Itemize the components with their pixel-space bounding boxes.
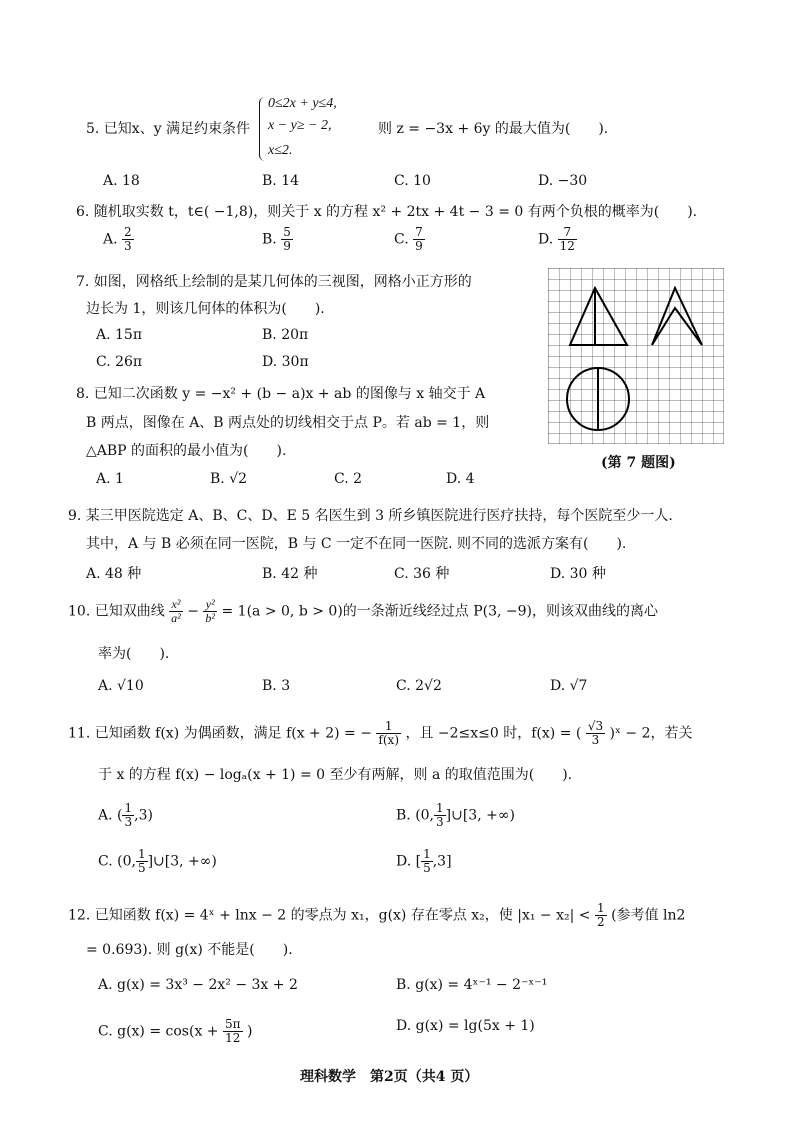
q12-option-a: A. g(x) = 3x³ − 2x² − 3x + 2 xyxy=(98,977,298,993)
q7-option-a: A. 15π xyxy=(96,327,143,343)
q11-line-1: 11. 已知函数 f(x) 为偶函数，满足 f(x + 2) = − $\frac{1}{f(x)}$ ，且 −2≤x≤0 时，f(x) = ( $\frac{√3}{3}$ )ˣ − 2，若关 xyxy=(68,719,693,747)
q11-line-2: 于 x 的方程 f(x) − logₐ(x + 1) = 0 至少有两解，则 a 的取值范围为( ). xyxy=(98,767,573,783)
q6-option-c: C. $\frac{7}{9}$ xyxy=(394,225,423,253)
q7-option-b: B. 20π xyxy=(262,327,309,343)
q10-option-b: B. 3 xyxy=(262,678,291,694)
q9-option-b: B. 42 种 xyxy=(262,566,318,582)
figure-caption: (第 7 题图) xyxy=(601,455,676,471)
q7-option-d: D. 30π xyxy=(262,354,309,370)
q6-option-b: B. $\frac{5}{9}$ xyxy=(262,225,291,253)
q5-option-c: C. 10 xyxy=(394,173,431,189)
q11-option-b: B. (0, $\frac{1}{3}$ ]∪[3, +∞) xyxy=(396,801,515,829)
q5-option-d: D. −30 xyxy=(538,173,588,189)
q6-option-a: A. $\frac{2}{3}$ xyxy=(103,225,132,253)
q5-option-a: A. 18 xyxy=(103,173,140,189)
q5-constraint-1: 0≤2x + y≤4, xyxy=(268,96,337,111)
q6-text: 6. 随机取实数 t，t∈( −1,8)，则关于 x 的方程 x² + 2tx + 4t − 3 = 0 有两个负根的概率为( ). xyxy=(76,204,698,220)
q11-option-a: A. ( $\frac{1}{3}$ ,3) xyxy=(98,801,153,829)
q8-line-3: △ABP 的面积的最小值为( ). xyxy=(86,443,287,459)
q8-option-a: A. 1 xyxy=(96,471,124,487)
q8-line-2: B 两点，图像在 A、B 两点处的切线相交于点 P。若 ab = 1，则 xyxy=(86,415,490,431)
q9-option-c: C. 36 种 xyxy=(394,566,450,582)
q10-option-c: C. 2√2 xyxy=(396,678,442,694)
q7-line-1: 7. 如图，网格纸上绘制的是某几何体的三视图，网格小正方形的 xyxy=(76,274,472,290)
q5-lead: 5. 已知x、y 满足约束条件 xyxy=(86,121,251,137)
q10-option-a: A. √10 xyxy=(98,678,144,694)
page-footer: 理科数学 第2页（共4 页） xyxy=(300,1069,479,1085)
q5-tail: 则 z = −3x + 6y 的最大值为( ). xyxy=(378,121,609,137)
q8-option-c: C. 2 xyxy=(334,471,363,487)
q6-option-d: D. $\frac{7}{12}$ xyxy=(538,225,575,253)
q7-line-2: 边长为 1，则该几何体的体积为( ). xyxy=(86,301,325,317)
q10-line-2: 率为( ). xyxy=(98,646,170,662)
q5-option-b: B. 14 xyxy=(262,173,300,189)
q12-line-1: 12. 已知函数 f(x) = 4ˣ + lnx − 2 的零点为 x₁，g(x) 存在零点 x₂，使 |x₁ − x₂| < $\frac{1}{2}$ (参考值 ln2 xyxy=(68,901,686,929)
q10-option-d: D. √7 xyxy=(550,678,588,694)
q5-constraint-2: x − y≥ − 2, xyxy=(268,118,332,133)
q12-option-c: C. g(x) = cos(x + $\frac{5\pi}{12}$ ) xyxy=(98,1017,253,1045)
q10-line-1: 10. 已知双曲线 $\frac{\text{x²}}{\text{a²}}$ − $\frac{\text{y²}}{\text{b²}}$ = 1(a > 0, b > 0)的一条渐近线经过点 P(3, −9)，则该双曲线的离心 xyxy=(68,597,659,625)
q5-constraint-3: x≤2. xyxy=(268,143,293,158)
q8-option-b: B. √2 xyxy=(210,471,248,487)
q9-option-d: D. 30 种 xyxy=(550,566,606,582)
q9-line-2: 其中，A 与 B 必须在同一医院，B 与 C 一定不在同一医院. 则不同的选派方案有( ). xyxy=(86,536,627,552)
q12-option-d: D. g(x) = lg(5x + 1) xyxy=(396,1018,535,1034)
q8-line-1: 8. 已知二次函数 y = −x² + (b − a)x + ab 的图像与 x 轴交于 A xyxy=(76,386,486,402)
q12-line-2: = 0.693). 则 g(x) 不能是( ). xyxy=(86,942,293,958)
q7-option-c: C. 26π xyxy=(96,354,143,370)
q11-option-c: C. (0, $\frac{1}{5}$ ]∪[3, +∞) xyxy=(98,847,217,875)
q12-option-b: B. g(x) = 4ˣ⁻¹ − 2⁻ˣ⁻¹ xyxy=(396,977,548,993)
three-view-grid-figure xyxy=(548,268,724,444)
q9-option-a: A. 48 种 xyxy=(86,566,142,582)
q9-line-1: 9. 某三甲医院选定 A、B、C、D、E 5 名医生到 3 所乡镇医院进行医疗扶持，每个医院至少一人. xyxy=(68,508,673,524)
q11-option-d: D. [ $\frac{1}{5}$ ,3] xyxy=(396,847,452,875)
q5-brace xyxy=(259,97,266,161)
q8-option-d: D. 4 xyxy=(446,471,475,487)
